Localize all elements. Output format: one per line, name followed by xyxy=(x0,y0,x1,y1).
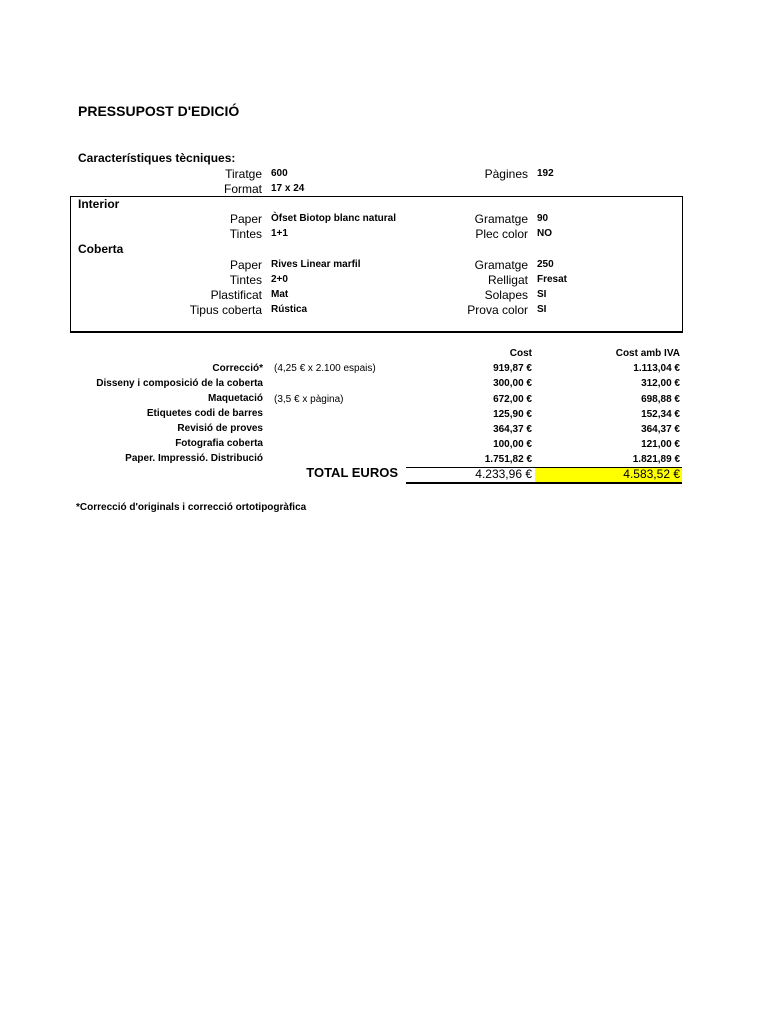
coberta-prova-label: Prova color xyxy=(467,303,528,317)
cost-row-iva: 1.113,04 € xyxy=(633,363,680,374)
coberta-solapes-value: SI xyxy=(537,289,547,300)
coberta-tintes-label: Tintes xyxy=(229,273,262,287)
interior-gramatge-value: 90 xyxy=(537,213,549,224)
cost-row-label: Etiquetes codi de barres xyxy=(146,408,263,419)
cost-row-iva: 152,34 € xyxy=(641,409,680,420)
cost-row-cost: 300,00 € xyxy=(493,378,532,389)
coberta-tintes-value: 2+0 xyxy=(271,274,288,285)
cost-row-cost: 919,87 € xyxy=(493,363,532,374)
pagines-value: 192 xyxy=(537,168,554,179)
interior-heading: Interior xyxy=(78,197,120,211)
cost-row-cost: 364,37 € xyxy=(493,424,532,435)
cost-row-label: Fotografia coberta xyxy=(175,438,263,449)
cost-iva-header: Cost amb IVA xyxy=(615,348,680,359)
coberta-heading: Coberta xyxy=(78,242,124,256)
cost-row-label: Paper. Impressió. Distribució xyxy=(125,453,263,464)
interior-plec-value: NO xyxy=(537,228,552,239)
coberta-paper-label: Paper xyxy=(229,258,262,272)
cost-row-iva: 698,88 € xyxy=(641,394,680,405)
coberta-paper-value: Rives Linear marfil xyxy=(271,259,361,270)
interior-paper-label: Paper xyxy=(229,212,262,226)
coberta-plastificat-label: Plastificat xyxy=(210,288,262,302)
coberta-relligat-label: Relligat xyxy=(487,273,528,287)
coberta-tipus-value: Rústica xyxy=(271,304,308,315)
cost-row-iva: 121,00 € xyxy=(641,439,680,450)
cost-row-note: (3,5 € x pàgina) xyxy=(274,394,344,405)
coberta-relligat-value: Fresat xyxy=(537,274,568,285)
format-label: Format xyxy=(223,182,262,196)
cost-row-label: Maquetació xyxy=(207,393,263,404)
interior-tintes-label: Tintes xyxy=(229,227,262,241)
tiratge-value: 600 xyxy=(271,168,288,179)
cost-row-cost: 125,90 € xyxy=(493,409,532,420)
coberta-gramatge-label: Gramatge xyxy=(474,258,528,272)
interior-plec-label: Plec color xyxy=(475,227,528,241)
coberta-tipus-label: Tipus coberta xyxy=(189,303,262,317)
format-value: 17 x 24 xyxy=(271,183,305,194)
total-divider-bottom xyxy=(406,482,682,484)
cost-header: Cost xyxy=(509,348,532,359)
total-label: TOTAL EUROS xyxy=(306,465,398,480)
tiratge-label: Tiratge xyxy=(225,167,262,181)
cost-row-cost: 100,00 € xyxy=(493,439,532,450)
pagines-label: Pàgines xyxy=(484,167,528,181)
total-cost: 4.233,96 € xyxy=(475,467,532,481)
cost-row-cost: 672,00 € xyxy=(493,394,532,405)
coberta-gramatge-value: 250 xyxy=(537,259,554,270)
cost-row-note: (4,25 € x 2.100 espais) xyxy=(274,363,376,374)
cost-row-label: Disseny i composició de la coberta xyxy=(96,378,263,389)
cost-row-cost: 1.751,82 € xyxy=(484,454,532,465)
cost-row-label: Correcció* xyxy=(212,363,263,374)
cost-row-iva: 1.821,89 € xyxy=(632,454,680,465)
total-cost-iva: 4.583,52 € xyxy=(623,467,680,481)
coberta-prova-value: SI xyxy=(537,304,547,315)
section-subtitle: Característiques tècniques: xyxy=(78,151,236,165)
coberta-solapes-label: Solapes xyxy=(484,288,528,302)
interior-paper-value: Òfset Biotop blanc natural xyxy=(271,213,397,224)
footnote: *Correcció d'originals i correcció ortotipogràfica xyxy=(76,502,307,513)
interior-gramatge-label: Gramatge xyxy=(474,212,528,226)
cost-row-label: Revisió de proves xyxy=(177,423,263,434)
page-title: PRESSUPOST D'EDICIÓ xyxy=(78,103,240,119)
coberta-plastificat-value: Mat xyxy=(271,289,289,300)
cost-row-iva: 312,00 € xyxy=(641,378,680,389)
cost-row-iva: 364,37 € xyxy=(641,424,680,435)
interior-tintes-value: 1+1 xyxy=(271,228,288,239)
